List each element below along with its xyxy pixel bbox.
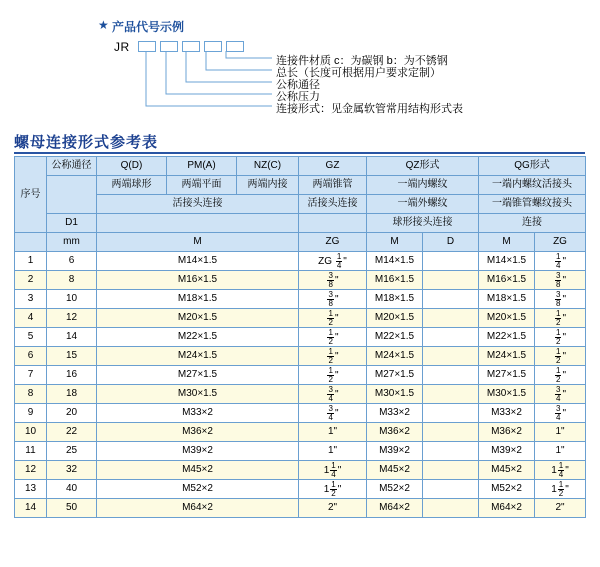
cell-qz-m: M36×2: [367, 423, 423, 442]
cell-qg-zg: 1": [535, 442, 586, 461]
cell-qz-d: [423, 461, 479, 480]
cell-qz-d: [423, 385, 479, 404]
cell-qz-d: [423, 423, 479, 442]
header-code-q: Q(D): [97, 157, 167, 176]
table-row: [15, 328, 586, 347]
star-icon: ★: [98, 18, 109, 32]
page-title: 螺母连接形式参考表: [14, 134, 159, 151]
cell-seq: 4: [15, 309, 47, 328]
cell-qg-m: M14×1.5: [479, 252, 535, 271]
cell-qz-m: M16×1.5: [367, 271, 423, 290]
header-qz-unit-d: D: [423, 233, 479, 252]
header-mm: mm: [47, 233, 97, 252]
table-row: [15, 366, 586, 385]
cell-qg-m: M45×2: [479, 461, 535, 480]
cell-qg-m: M39×2: [479, 442, 535, 461]
header-unit-zg: ZG: [299, 233, 367, 252]
cell-qz-d: [423, 271, 479, 290]
cell-qg-m: M30×1.5: [479, 385, 535, 404]
cell-qg-zg: $\frac{1}{2}$ ": [535, 328, 586, 347]
cell-seq: 2: [15, 271, 47, 290]
cell-qg-zg: 1 $\frac{1}{2}$ ": [535, 480, 586, 499]
header-gz-desc: 两端锥管: [299, 176, 367, 195]
table-body: [15, 252, 586, 518]
cell-qg-zg: 2": [535, 499, 586, 518]
cell-qz-m: M18×1.5: [367, 290, 423, 309]
cell-seq: 12: [15, 461, 47, 480]
cell-qg-zg: $\frac{3}{4}$ ": [535, 404, 586, 423]
cell-qz-m: M33×2: [367, 404, 423, 423]
header-seq: 序号: [15, 157, 47, 233]
cell-qg-zg: $\frac{3}{8}$ ": [535, 290, 586, 309]
cell-dn: 40: [47, 480, 97, 499]
cell-qg-zg: $\frac{3}{8}$ ": [535, 271, 586, 290]
cell-qz-d: [423, 328, 479, 347]
cell-qz-m: M45×2: [367, 461, 423, 480]
table-row: [15, 442, 586, 461]
legend-item-connection-type: 连接形式：见金属软管常用结构形式表: [276, 103, 463, 115]
cell-qz-d: [423, 404, 479, 423]
cell-dn: 50: [47, 499, 97, 518]
header-q-desc: 两端球形: [97, 176, 167, 195]
header-unit-m: M: [97, 233, 299, 252]
cell-dn: 10: [47, 290, 97, 309]
cell-q: M52×2: [97, 480, 299, 499]
table-header-row-5: [15, 233, 586, 252]
cell-qg-zg: 1": [535, 423, 586, 442]
cell-qg-m: M20×1.5: [479, 309, 535, 328]
cell-seq: 1: [15, 252, 47, 271]
cell-qz-m: M24×1.5: [367, 347, 423, 366]
cell-dn: 16: [47, 366, 97, 385]
legend-item-length: 总长（长度可根据用户要求定制）: [276, 67, 441, 79]
product-code-legend: [0, 0, 600, 128]
cell-gz: $\frac{1}{2}$ ": [299, 309, 367, 328]
header-dn-blank: [47, 176, 97, 214]
header-seq-blank: [15, 233, 47, 252]
table-row: [15, 309, 586, 328]
cell-q: M64×2: [97, 499, 299, 518]
nut-connection-table: [14, 156, 586, 518]
cell-q: M24×1.5: [97, 347, 299, 366]
cell-q: M16×1.5: [97, 271, 299, 290]
cell-qg-zg: $\frac{1}{2}$ ": [535, 347, 586, 366]
cell-qg-m: M22×1.5: [479, 328, 535, 347]
cell-seq: 11: [15, 442, 47, 461]
header-code-qz: QZ形式: [367, 157, 479, 176]
header-qz-sub2: 球形接头连接: [367, 214, 479, 233]
cell-dn: 18: [47, 385, 97, 404]
legend-item-nominal-diameter: 公称通径: [276, 79, 320, 91]
cell-seq: 3: [15, 290, 47, 309]
cell-q: M39×2: [97, 442, 299, 461]
header-code-pm: PM(A): [167, 157, 237, 176]
cell-dn: 12: [47, 309, 97, 328]
cell-seq: 9: [15, 404, 47, 423]
header-qg-sub2: 连接: [479, 214, 586, 233]
cell-qg-zg: $\frac{1}{4}$ ": [535, 252, 586, 271]
cell-seq: 6: [15, 347, 47, 366]
table-header-row-2: [15, 176, 586, 195]
header-d1: D1: [47, 214, 97, 233]
cell-dn: 25: [47, 442, 97, 461]
cell-q: M20×1.5: [97, 309, 299, 328]
cell-qz-m: M27×1.5: [367, 366, 423, 385]
header-code-gz: GZ: [299, 157, 367, 176]
cell-qz-d: [423, 480, 479, 499]
header-qz-desc: 一端内螺纹: [367, 176, 479, 195]
table-row: [15, 385, 586, 404]
cell-dn: 20: [47, 404, 97, 423]
cell-dn: 8: [47, 271, 97, 290]
table-row: [15, 499, 586, 518]
cell-qg-m: M64×2: [479, 499, 535, 518]
cell-qz-d: [423, 442, 479, 461]
header-qg-sub: 一端锥管螺纹接头: [479, 195, 586, 214]
cell-seq: 5: [15, 328, 47, 347]
legend-title: 产品代号示例: [112, 20, 185, 34]
cell-q: M36×2: [97, 423, 299, 442]
cell-qz-d: [423, 366, 479, 385]
cell-qg-zg: $\frac{1}{2}$ ": [535, 366, 586, 385]
cell-seq: 13: [15, 480, 47, 499]
cell-qz-m: M39×2: [367, 442, 423, 461]
header-q-sub2: [97, 214, 299, 233]
cell-gz: 1": [299, 442, 367, 461]
header-qg-desc: 一端内螺纹活接头: [479, 176, 586, 195]
header-nz-desc: 两端内接: [237, 176, 299, 195]
code-prefix: JR: [114, 40, 130, 54]
header-qz-unit-m: M: [367, 233, 423, 252]
table-row: [15, 461, 586, 480]
cell-seq: 10: [15, 423, 47, 442]
cell-qz-m: M64×2: [367, 499, 423, 518]
cell-dn: 32: [47, 461, 97, 480]
cell-gz: $\frac{3}{8}$ ": [299, 271, 367, 290]
cell-q: M45×2: [97, 461, 299, 480]
cell-qz-m: M22×1.5: [367, 328, 423, 347]
title-underline: [14, 152, 585, 154]
cell-qz-d: [423, 290, 479, 309]
header-qz-sub: 一端外螺纹: [367, 195, 479, 214]
cell-seq: 7: [15, 366, 47, 385]
cell-q: M27×1.5: [97, 366, 299, 385]
cell-gz: $\frac{3}{4}$ ": [299, 385, 367, 404]
cell-qg-m: M27×1.5: [479, 366, 535, 385]
header-pm-desc: 两端平面: [167, 176, 237, 195]
cell-gz: $\frac{3}{8}$ ": [299, 290, 367, 309]
cell-gz: $\frac{1}{2}$ ": [299, 347, 367, 366]
table-row: [15, 290, 586, 309]
cell-qg-m: M33×2: [479, 404, 535, 423]
table-header-row-4: [15, 214, 586, 233]
cell-dn: 22: [47, 423, 97, 442]
table-header-row-1: [15, 157, 586, 176]
cell-dn: 6: [47, 252, 97, 271]
header-code-nz: NZ(C): [237, 157, 299, 176]
cell-gz: 1": [299, 423, 367, 442]
cell-gz: 1 $\frac{1}{2}$ ": [299, 480, 367, 499]
table-row: [15, 252, 586, 271]
cell-gz: $\frac{3}{4}$ ": [299, 404, 367, 423]
cell-qg-zg: $\frac{1}{2}$ ": [535, 309, 586, 328]
cell-gz: ZG $\frac{1}{4}$ ": [299, 252, 367, 271]
cell-qg-m: M18×1.5: [479, 290, 535, 309]
header-gz-sub: 活接头连接: [299, 195, 367, 214]
cell-qz-d: [423, 252, 479, 271]
table-row: [15, 423, 586, 442]
legend-item-material: 连接件材质 c：为碳钢 b：为不锈钢: [276, 55, 448, 67]
table-row: [15, 347, 586, 366]
cell-qg-m: M24×1.5: [479, 347, 535, 366]
table-header-row-3: [15, 195, 586, 214]
header-dn: 公称通径: [47, 157, 97, 176]
cell-gz: 1 $\frac{1}{4}$ ": [299, 461, 367, 480]
table-row: [15, 404, 586, 423]
header-qg-unit-m: M: [479, 233, 535, 252]
cell-dn: 14: [47, 328, 97, 347]
header-gz-sub2: [299, 214, 367, 233]
cell-seq: 8: [15, 385, 47, 404]
header-q-sub: 活接头连接: [97, 195, 299, 214]
cell-qz-m: M20×1.5: [367, 309, 423, 328]
cell-q: M18×1.5: [97, 290, 299, 309]
cell-qz-d: [423, 309, 479, 328]
cell-gz: $\frac{1}{2}$ ": [299, 366, 367, 385]
cell-qz-m: M30×1.5: [367, 385, 423, 404]
cell-q: M22×1.5: [97, 328, 299, 347]
header-code-qg: QG形式: [479, 157, 586, 176]
cell-qz-d: [423, 347, 479, 366]
cell-qg-zg: 1 $\frac{1}{4}$ ": [535, 461, 586, 480]
cell-qz-m: M14×1.5: [367, 252, 423, 271]
cell-qg-zg: $\frac{3}{4}$ ": [535, 385, 586, 404]
cell-gz: $\frac{1}{2}$ ": [299, 328, 367, 347]
cell-qg-m: M36×2: [479, 423, 535, 442]
table-row: [15, 271, 586, 290]
cell-qg-m: M52×2: [479, 480, 535, 499]
legend-item-nominal-pressure: 公称压力: [276, 91, 320, 103]
cell-q: M30×1.5: [97, 385, 299, 404]
cell-qg-m: M16×1.5: [479, 271, 535, 290]
table-row: [15, 480, 586, 499]
cell-q: M33×2: [97, 404, 299, 423]
cell-dn: 15: [47, 347, 97, 366]
header-qg-unit-zg: ZG: [535, 233, 586, 252]
cell-qz-m: M52×2: [367, 480, 423, 499]
cell-seq: 14: [15, 499, 47, 518]
cell-gz: 2": [299, 499, 367, 518]
cell-qz-d: [423, 499, 479, 518]
cell-q: M14×1.5: [97, 252, 299, 271]
